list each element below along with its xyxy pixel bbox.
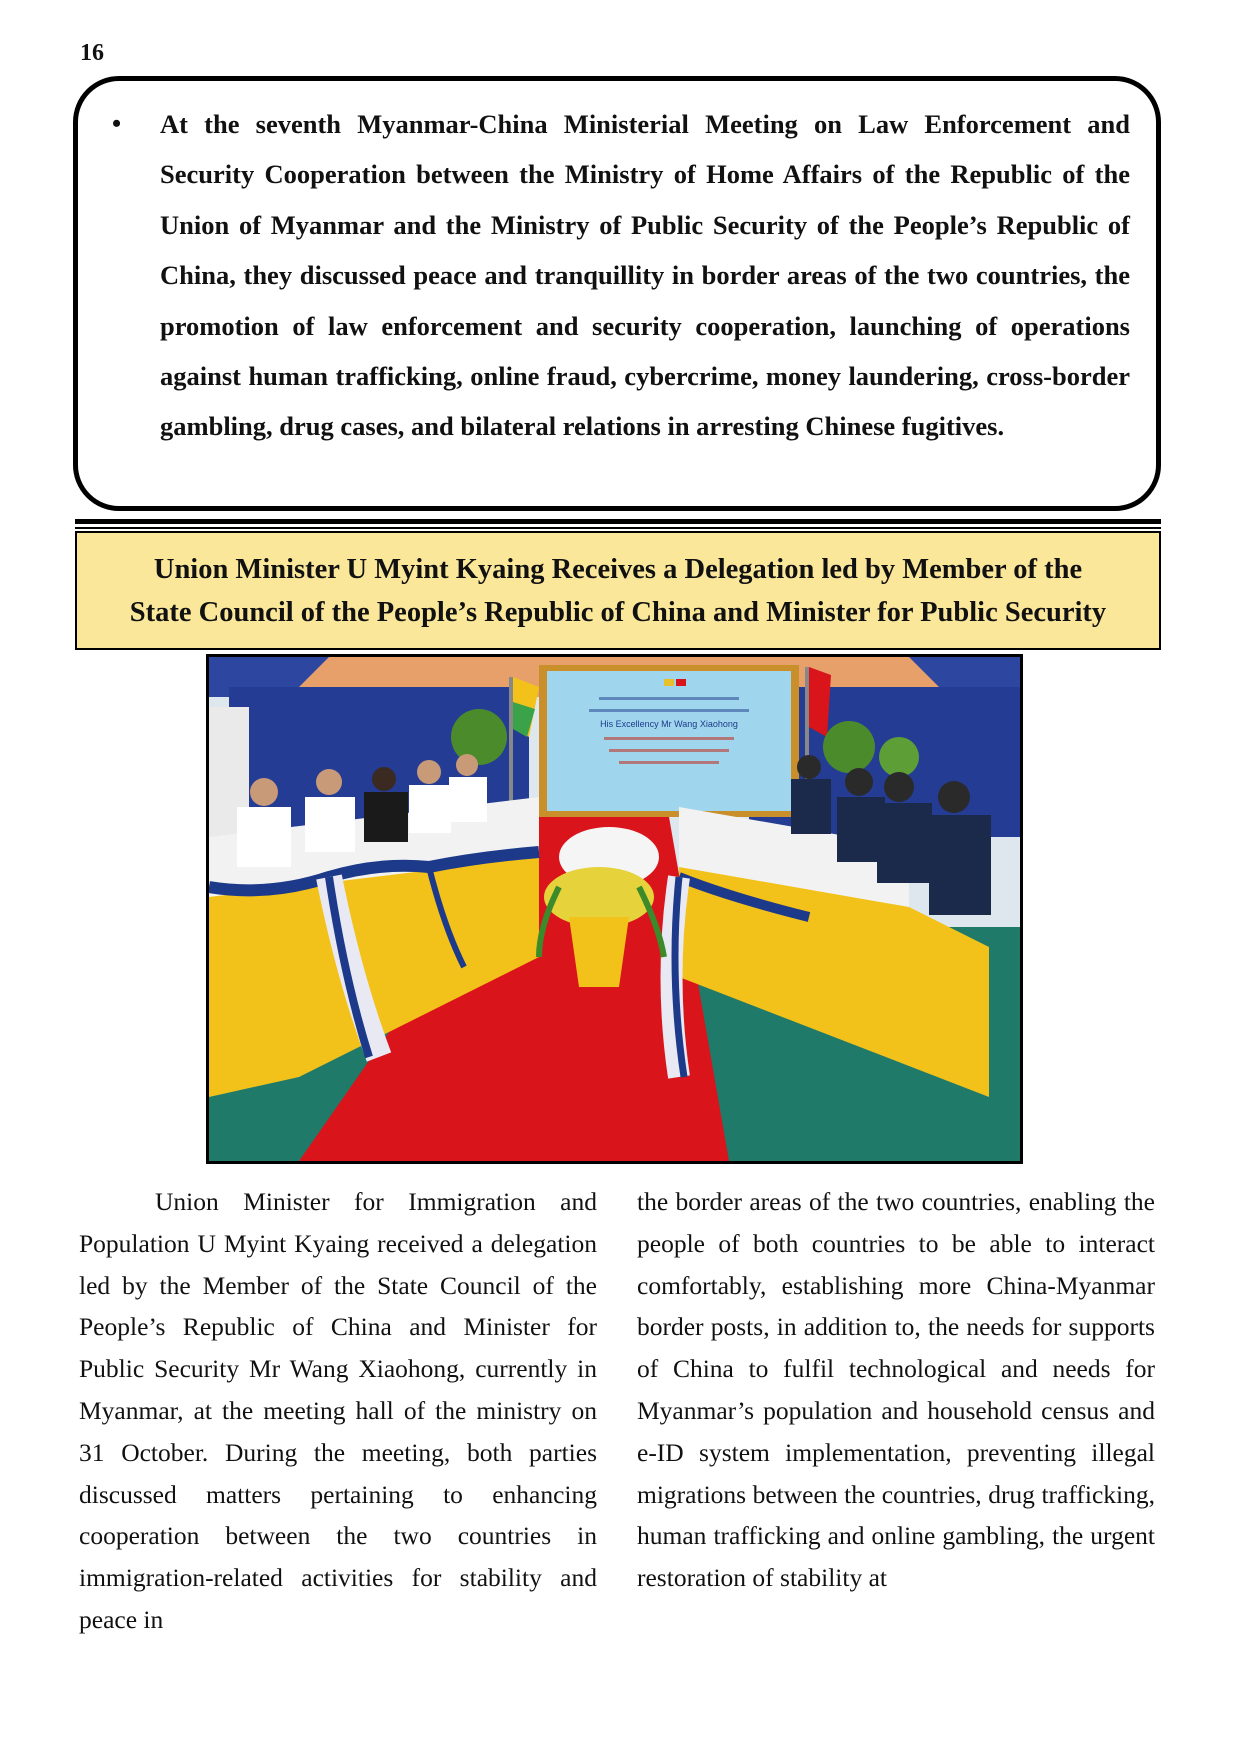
section-divider-thick bbox=[75, 519, 1161, 524]
bullet-marker: • bbox=[112, 109, 122, 138]
article-headline bbox=[130, 548, 1106, 634]
section-divider-thin bbox=[75, 527, 1161, 529]
headline-line-2: State Council of the People’s Republic of China and Minister for Public Security bbox=[129, 596, 1107, 628]
headline-line-1: Union Minister U Myint Kyaing Receives a Delegation led by Member of the bbox=[153, 553, 1083, 585]
article-column-left bbox=[79, 1181, 597, 1641]
meeting-photo bbox=[206, 654, 1023, 1164]
summary-callout-box bbox=[73, 76, 1161, 511]
summary-list bbox=[98, 99, 1130, 452]
article-body-left: Union Minister for Immigration and Population U Myint Kyaing received a delegation led by the Member of the State Council of the People’s Republic of China and Minister for Public Security Mr Wang Xiaohong, currently in Myanmar, at the meeting hall of the ministry on 31 October. During the meeting, both parties discussed matters pertaining to enhancing cooperation between the two countries in immigration-related activities for stability and peace in bbox=[79, 1187, 597, 1634]
summary-bullet-item bbox=[98, 99, 1130, 452]
page-number: 16 bbox=[80, 40, 104, 66]
summary-bullet-text: At the seventh Myanmar-China Ministerial Meeting on Law Enforcement and Security Cooperation between the Ministry of Home Affairs of the Republic of the Union of Myanmar and the Ministry of Public Security of the People’s Republic of China, they discussed peace and tranquillity in border areas of the two countries, the promotion of law enforcement and security cooperation, launching of operations against human trafficking, online fraud, cybercrime, money laundering, cross-border gambling, drug cases, and bilateral relations in arresting Chinese fugitives. bbox=[160, 109, 1130, 442]
article-body-right: the border areas of the two countries, enabling the people of both countries to be able to interact comfortably, establishing more China-Myanmar border posts, in addition to, the needs for supports of China to fulfil technological and needs for Myanmar’s population and household census and e-ID system implementation, preventing illegal migrations between the countries, drug trafficking, human trafficking and online gambling, the urgent restoration of stability at bbox=[637, 1187, 1155, 1593]
banner-caption: His Excellency Mr Wang Xiaohong bbox=[600, 719, 738, 729]
article-headline-box bbox=[75, 531, 1161, 650]
article-column-right bbox=[637, 1181, 1155, 1599]
